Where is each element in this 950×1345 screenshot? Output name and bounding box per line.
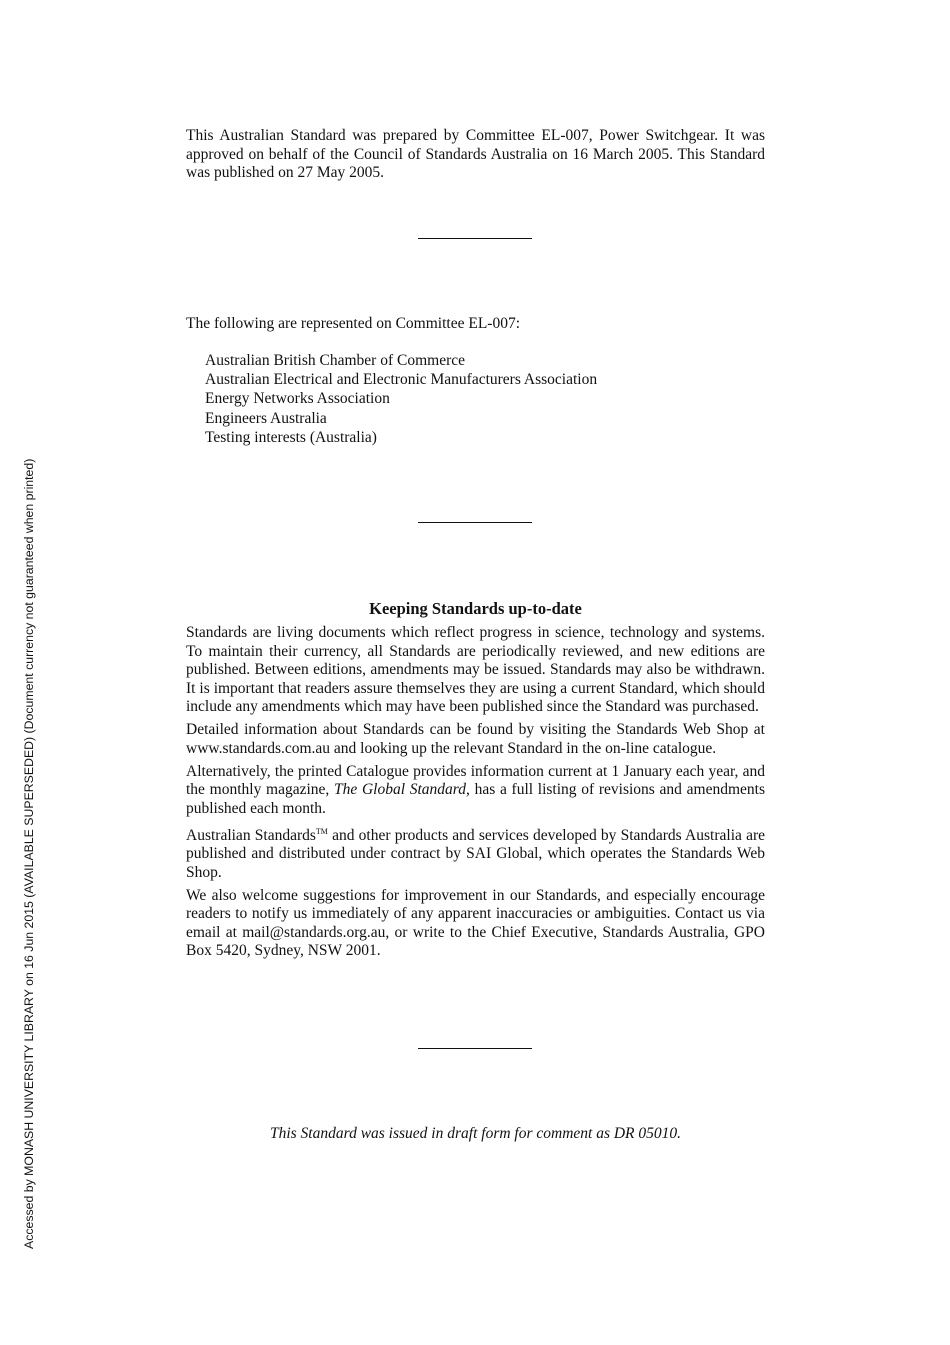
list-item: Engineers Australia — [205, 409, 327, 427]
magazine-title: The Global Standard — [334, 781, 466, 798]
keeping-paragraph-2: Detailed information about Standards can be found by visiting the Standards Web Shop at www.standards.com.au and looking up the relevant Standard in the on-line catalogue. — [186, 721, 765, 757]
list-item: Australian Electrical and Electronic Manufacturers Association — [205, 371, 598, 389]
committee-members-list — [205, 351, 597, 447]
committee-lead: The following are represented on Committee EL-007: — [186, 315, 521, 332]
divider-3 — [418, 1048, 532, 1049]
keeping-section — [186, 624, 765, 965]
list-item: Australian British Chamber of Commerce — [205, 352, 465, 369]
access-watermark: Accessed by MONASH UNIVERSITY LIBRARY on 16 Jun 2015 (AVAILABLE SUPERSEDED) (Document currency not guaranteed when printed) — [22, 458, 36, 1249]
intro-paragraph: This Australian Standard was prepared by Committee EL-007, Power Switchgear. It was approved on behalf of the Council of Standards Australia on 16 March 2005. This Standard was published on 27 May 2005. — [186, 127, 765, 181]
divider-2 — [418, 522, 532, 523]
keeping-paragraph-5: We also welcome suggestions for improvement in our Standards, and especially encourage readers to notify us immediately of any apparent inaccuracies or ambiguities. Contact us via email at mail@standards.org.au, or write to the Chief Executive, Standards Australia, GPO Box 5420, Sydney, NSW 2001. — [186, 886, 765, 959]
trademark-mark: TM — [315, 826, 328, 836]
list-item: Testing interests (Australia) — [205, 428, 377, 446]
section-heading: Keeping Standards up-to-date — [369, 599, 582, 618]
divider-1 — [418, 238, 532, 239]
keeping-paragraph-3: Alternatively, the printed Catalogue provides information current at 1 January each year, and the monthly magazine, The Global Standard, has a full listing of revisions and amendments published each month. — [186, 762, 765, 817]
list-item: Energy Networks Association — [205, 390, 390, 408]
draft-footnote: This Standard was issued in draft form for comment as DR 05010. — [269, 1125, 682, 1142]
keeping-paragraph-4: Australian Standards™ and other products and services developed by Standards Australia are published and distributed under contract by SAI Global, which operates the Standards Web Shop. — [186, 826, 765, 881]
keeping-paragraph-1: Standards are living documents which reflect progress in science, technology and systems. To maintain their currency, all Standards are periodically reviewed, and new editions are published. Between editions, amendments may be issued. Standards may also be withdrawn. It is important that readers assure themselves they are using a current Standard, which should include any amendments which may have been published since the Standard was purchased. — [186, 624, 765, 715]
